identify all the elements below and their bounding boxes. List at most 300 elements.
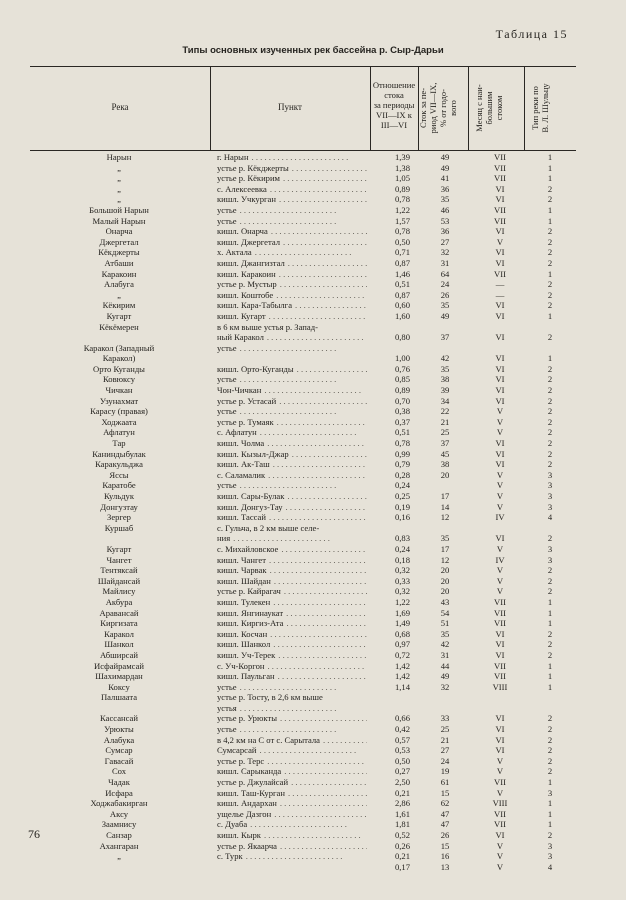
cell-type: 2 [547,745,553,756]
cell-river: Афлатун [103,427,135,438]
cell-flow: 43 [440,596,450,607]
table-row [30,322,576,343]
cell-ratio: 0,70 [394,395,410,406]
cell-point: кишл. Онарча . . . [217,226,367,237]
table-row [30,756,576,767]
cell-type: 2 [547,289,553,300]
cell-flow: 41 [440,173,450,184]
cell-river: Кугарт [106,310,132,321]
cell-river: Каракоин [101,268,137,279]
cell-river: „ [117,162,121,173]
cell-river: Донгузтау [100,501,138,512]
cell-type: 2 [547,459,553,470]
header-month: Месяц с наи- большим стоком [474,84,504,132]
cell-type: 2 [547,332,553,343]
cell-month: VI [495,257,505,268]
cell-type: 1 [547,353,553,364]
cell-point: с. Михайловское . . . [217,544,367,555]
table-row [30,862,576,873]
cell-type: 2 [547,830,553,840]
cell-type: 2 [547,565,553,576]
cell-month: VI [495,300,505,311]
cell-flow: 38 [440,374,450,385]
cell-month: VI [495,385,505,396]
cell-ratio: 0,89 [394,183,410,194]
cell-flow: 49 [440,152,450,162]
cell-point: кишл. Андархан . . . [217,798,367,809]
cell-river: Атбаши [104,257,134,268]
cell-month: V [496,861,504,872]
cell-ratio: 0,78 [394,438,410,449]
cell-type: 1 [547,268,553,279]
cell-type: 2 [547,363,553,374]
cell-point: в 4,2 км на С от с. Сарытала . . . [217,735,367,746]
cell-point: с. Гульча, в 2 км выше селе- ния . . . [217,523,367,544]
cell-flow: 15 [440,840,450,851]
table-row [30,798,576,809]
cell-ratio: 0,99 [394,448,410,459]
table-label: Таблица 15 [495,27,568,41]
table-row [30,427,576,438]
cell-river: Кугарт [106,543,132,554]
table-row [30,449,576,460]
cell-month: VI [495,332,505,343]
table-row [30,682,576,693]
cell-type: 2 [547,194,553,205]
cell-flow: 26 [440,830,450,840]
cell-flow: 51 [440,618,450,629]
cell-flow: 16 [440,851,450,862]
cell-type: 3 [547,554,553,565]
cell-month: V [496,840,504,851]
cell-flow: 32 [440,681,450,692]
table-row [30,576,576,587]
cell-point: устье . . . [217,374,367,385]
cell-point: кишл. Чолма . . . [217,438,367,449]
cell-river: Каратобе [102,480,136,491]
cell-point: устье р. Якаарча . . . [217,841,367,852]
cell-point: с. Саламалик . . . [217,470,367,481]
cell-flow: 37 [440,438,450,449]
header-ratio: Отношение стока за периоды VII—IX к III—VI [372,80,416,130]
header-river: Река [111,102,129,112]
cell-month: VII [494,215,506,226]
cell-river: Акбура [105,596,133,607]
cell-ratio: 1,46 [394,268,410,279]
cell-river: Каракол [104,628,134,639]
cell-point: кишл. Уч-Терек . . . [217,650,367,661]
cell-flow: 24 [440,279,450,290]
cell-flow: 31 [440,257,450,268]
cell-type: 1 [547,808,553,819]
table-row [30,205,576,216]
table-row [30,502,576,513]
cell-month: VI [495,363,505,374]
cell-point: Сумсарсай . . . [217,745,367,756]
cell-point: кишл. Ак-Таш . . . [217,459,367,470]
cell-point: х. Актала . . . [217,247,367,258]
cell-flow: 20 [440,575,450,586]
cell-point: с. Алексеевка . . . [217,184,367,195]
cell-month: V [496,501,504,512]
table-row [30,555,576,566]
cell-month: VII [494,162,506,173]
cell-flow: 35 [440,533,450,544]
cell-month: VII [494,204,506,215]
cell-river: Шанкол [104,639,134,650]
cell-ratio: 0,87 [394,257,410,268]
cell-type: 1 [547,660,553,671]
cell-type: 2 [547,385,553,396]
table-top-rule [30,66,576,67]
table-row [30,565,576,576]
cell-flow: 47 [440,808,450,819]
cell-ratio: 1,42 [394,671,410,682]
cell-river: Гавасай [104,755,134,766]
cell-ratio: 1,05 [394,173,410,184]
cell-type: 2 [547,300,553,311]
cell-ratio: 0,80 [394,332,410,343]
cell-river: Аравансай [99,607,139,618]
cell-ratio: 0,24 [394,480,410,491]
cell-type: 2 [547,395,553,406]
cell-ratio: 1,69 [394,607,410,618]
cell-ratio: 2,86 [394,798,410,809]
cell-type: 1 [547,173,553,184]
cell-month: V [496,575,504,586]
table-row [30,512,576,523]
table-row [30,163,576,174]
cell-month: VI [495,247,505,258]
cell-type: 1 [547,819,553,830]
cell-point: устье . . . [217,480,367,491]
table-row [30,470,576,481]
cell-point: кишл. Чангет . . . [217,555,367,566]
table-row [30,544,576,555]
cell-type: 1 [547,596,553,607]
cell-month: VII [494,607,506,618]
cell-type: 2 [547,374,553,385]
cell-type: 4 [547,512,553,523]
cell-flow: 44 [440,660,450,671]
table-row [30,724,576,735]
cell-ratio: 0,85 [394,374,410,385]
cell-flow: 21 [440,734,450,745]
cell-river: Урюкты [104,724,134,735]
cell-point: кишл. Киргиз-Ата . . . [217,618,367,629]
cell-point: с. Уч-Коргон . . . [217,661,367,672]
cell-river: Каниндыбулак [92,448,146,459]
cell-ratio: 0,33 [394,575,410,586]
cell-type: 1 [547,607,553,618]
cell-month: VI [495,226,505,237]
cell-point: устье . . . [217,216,367,227]
table-row [30,216,576,227]
cell-month: V [496,406,504,417]
cell-river: Сох [111,766,127,777]
cell-flow: 14 [440,501,450,512]
cell-flow: 27 [440,745,450,756]
cell-river: Санзар [106,830,132,840]
cell-flow: 49 [440,162,450,173]
cell-river: Шайдансай [97,575,141,586]
cell-type: 2 [547,448,553,459]
table-row [30,830,576,841]
cell-ratio: 1,57 [394,215,410,226]
table-row [30,809,576,820]
cell-type: 2 [547,427,553,438]
cell-ratio: 0,72 [394,649,410,660]
cell-point: кишл. Джергетал . . . [217,237,367,248]
cell-ratio: 0,66 [394,713,410,724]
table-row [30,406,576,417]
cell-flow: 46 [440,204,450,215]
cell-river: Нарын [106,152,132,162]
cell-type: 2 [547,649,553,660]
cell-point: кишл. Кара-Табылга . . . [217,300,367,311]
cell-month: VII [494,808,506,819]
cell-river: Яссы [109,469,129,480]
cell-type: 2 [547,586,553,597]
table-row [30,300,576,311]
cell-type: 2 [547,247,553,258]
cell-point: устье р. Джулайсай . . . [217,777,367,788]
cell-point: кишл. Таш-Курган . . . [217,788,367,799]
cell-flow: 17 [440,491,450,501]
cell-ratio: 0,24 [394,543,410,554]
table-row [30,173,576,184]
table-row [30,841,576,852]
cell-flow: 35 [440,363,450,374]
table-row [30,279,576,290]
cell-river: Ахангаран [99,840,139,851]
cell-flow: 45 [440,448,450,459]
cell-month: VI [495,745,505,756]
cell-flow: 20 [440,565,450,576]
table-row [30,184,576,195]
cell-ratio: 0,87 [394,289,410,300]
cell-type: 2 [547,226,553,237]
cell-river: Ковюксу [102,374,136,385]
cell-type: 2 [547,734,553,745]
cell-ratio: 0,38 [394,406,410,417]
cell-ratio: 0,26 [394,840,410,851]
header-flow: Сток за пе- риод VII—IX, % от годо- вого [418,82,458,134]
cell-river: Исфара [105,787,133,798]
cell-flow: 19 [440,766,450,777]
cell-month: V [496,416,504,427]
table-row [30,586,576,597]
cell-flow: 49 [440,671,450,682]
cell-type: 1 [547,152,553,162]
cell-flow: 38 [440,459,450,470]
cell-type: 3 [547,840,553,851]
table-row [30,597,576,608]
header-type: Тип реки по В. Л. Шульцу [530,83,550,133]
cell-ratio: 0,21 [394,851,410,862]
table-row [30,661,576,672]
cell-flow: 22 [440,406,450,417]
cell-point: кишл. Кызыл-Джар . . . [217,449,367,460]
cell-month: VII [494,268,506,279]
table-row [30,618,576,629]
cell-flow: 25 [440,724,450,735]
cell-type: 3 [547,501,553,512]
cell-ratio: 1,60 [394,310,410,321]
cell-point: устье р. Урюкты . . . [217,713,367,724]
cell-month: VII [494,173,506,184]
cell-point: устье . . . [217,205,367,216]
col-divider [468,66,469,150]
table-row [30,385,576,396]
cell-river: Тентяксай [100,565,138,576]
table-row [30,269,576,280]
cell-type: 1 [547,204,553,215]
cell-month: VI [495,183,505,194]
table-row [30,480,576,491]
cell-month: V [496,236,504,247]
cell-point: Чон-Чичкан . . . [217,385,367,396]
cell-river: Каракульджа [95,459,143,470]
cell-type: 2 [547,183,553,194]
cell-flow: 12 [440,512,450,523]
cell-type: 4 [547,861,553,872]
cell-flow: 13 [440,861,450,872]
cell-ratio: 1,81 [394,819,410,830]
cell-flow: 37 [440,332,450,343]
cell-river: Джергетал [99,236,139,247]
cell-month: VI [495,628,505,639]
table-row [30,237,576,248]
cell-point: устье р. Устасай . . . [217,396,367,407]
cell-point: с. Турк . . . [217,851,367,862]
cell-flow: 61 [440,777,450,788]
cell-river: Зергер [107,512,131,523]
cell-river: Сумсар [105,745,133,756]
cell-month: VI [495,649,505,660]
table-row [30,459,576,470]
cell-river: Каракол (Западный Каракол) [83,342,155,364]
cell-type: 1 [547,618,553,629]
table-row [30,311,576,322]
cell-month: V [496,766,504,777]
cell-flow: 49 [440,310,450,321]
cell-ratio: 0,19 [394,501,410,512]
cell-type: 3 [547,543,553,554]
cell-month: VII [494,819,506,830]
table-row [30,194,576,205]
cell-flow: 36 [440,183,450,194]
table-row [30,735,576,746]
cell-river: Заамнису [101,819,137,830]
cell-ratio: 0,16 [394,512,410,523]
cell-flow: 17 [440,543,450,554]
cell-flow: 47 [440,819,450,830]
cell-river: „ [117,183,121,194]
cell-type: 2 [547,533,553,544]
cell-point: устье р. Кайрагач . . . [217,586,367,597]
cell-river: Куршаб [104,522,134,533]
cell-month: VI [495,533,505,544]
cell-month: VI [495,194,505,205]
cell-flow: 31 [440,649,450,660]
cell-point: устье р. Кёкирим . . . [217,173,367,184]
cell-ratio: 0,71 [394,247,410,258]
cell-flow: 35 [440,300,450,311]
cell-ratio: 1,49 [394,618,410,629]
table-row [30,713,576,724]
cell-type: 1 [547,162,553,173]
table-row [30,226,576,237]
cell-point: кишл. Янгинаукат . . . [217,608,367,619]
table-row [30,290,576,301]
cell-flow: 32 [440,247,450,258]
cell-ratio: 0,53 [394,745,410,756]
cell-type: 2 [547,575,553,586]
table-row [30,745,576,756]
cell-river: Майлису [102,586,136,597]
cell-point: кишл. Шанкол . . . [217,639,367,650]
cell-type: 2 [547,416,553,427]
cell-river: Кёкирим [102,300,136,311]
cell-ratio: 0,68 [394,628,410,639]
page-number: 76 [28,827,40,841]
cell-point: устье р. Кёкджерты . . . [217,163,367,174]
cell-ratio: 1,00 [394,353,410,364]
cell-ratio: 1,42 [394,660,410,671]
cell-flow: 33 [440,713,450,724]
cell-river: Ходжаата [101,416,137,427]
cell-type: 3 [547,491,553,501]
cell-point: кишл. Сарыканда . . . [217,766,367,777]
cell-month: VII [494,152,506,162]
cell-ratio: 0,79 [394,459,410,470]
table-body [30,152,576,872]
cell-river: Шахимардан [95,671,143,682]
table-row [30,608,576,619]
cell-river: Малый Нарын [92,215,146,226]
cell-river: Кёкджерты [98,247,140,258]
cell-ratio: 0,51 [394,427,410,438]
cell-flow: 35 [440,194,450,205]
cell-point: кишл. Коштобе . . . [217,290,367,301]
cell-flow: 42 [440,353,450,364]
cell-month: VI [495,374,505,385]
cell-point: с. Дуаба . . . [217,819,367,830]
cell-ratio: 0,52 [394,830,410,840]
header-bottom-rule [30,150,576,151]
table-row [30,671,576,682]
cell-river: „ [117,194,121,205]
cell-flow: 21 [440,416,450,427]
cell-month: VII [494,596,506,607]
cell-flow: 12 [440,554,450,565]
cell-point: в 6 км выше устья р. Запад- ный Каракол . . . [217,322,367,343]
cell-river: Алабуга [104,279,134,290]
cell-point: кишл. Каракоин . . . [217,269,367,280]
cell-flow: 27 [440,236,450,247]
cell-ratio: 0,50 [394,755,410,766]
table-row [30,417,576,428]
table-row [30,523,576,544]
cell-point: кишл. Паульган . . . [217,671,367,682]
cell-ratio: 0,42 [394,724,410,735]
cell-month: — [495,279,505,290]
cell-point: ущелье Дазгон . . . [217,809,367,820]
cell-ratio: 0,60 [394,300,410,311]
cell-point: кишл. Джангизтал . . . [217,258,367,269]
cell-type: 2 [547,628,553,639]
